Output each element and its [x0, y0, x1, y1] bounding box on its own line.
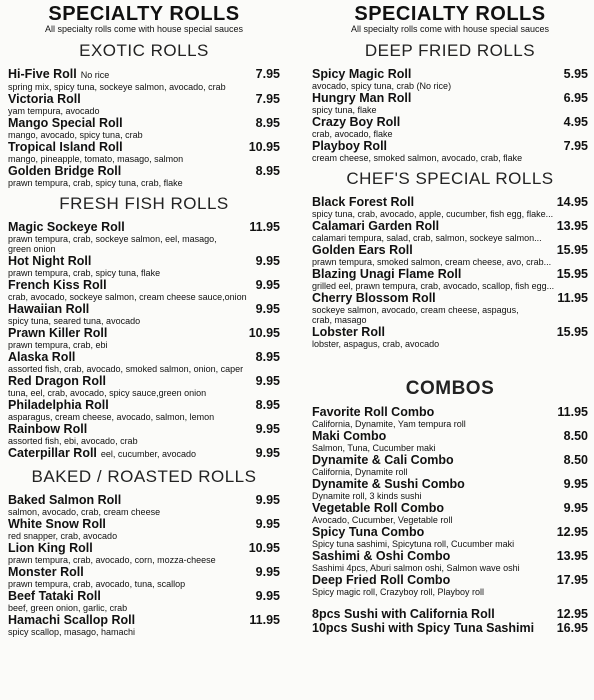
menu-item-name: Deep Fried Roll Combo	[312, 573, 451, 587]
menu-item-description: cream cheese, smoked salmon, avocado, crab, flake	[312, 153, 523, 163]
menu-item-row	[312, 607, 588, 621]
menu-item-name: 8pcs Sushi with California Roll	[312, 607, 495, 621]
menu-item-name: Crazy Boy Roll	[312, 115, 401, 129]
menu-item-price: 7.95	[255, 92, 280, 106]
menu-item-price: 11.95	[557, 405, 588, 419]
menu-item-price: 9.95	[255, 422, 280, 436]
page-title: SPECIALTY ROLLS	[48, 3, 240, 25]
menu-item-description: grilled eel, prawn tempura, crab, avocado, scallop, fish egg...	[312, 281, 555, 291]
menu-item-description: crab, masago	[312, 315, 367, 325]
menu-item-name-wrap	[8, 116, 123, 130]
menu-item-name-wrap	[8, 589, 101, 603]
menu-item-name-wrap	[8, 350, 75, 364]
menu-item-description: crab, avocado, flake	[312, 129, 393, 139]
menu-item-price: 9.95	[255, 493, 280, 507]
menu-item-row	[312, 621, 588, 635]
menu-item-row	[8, 326, 280, 340]
menu-item-description: spicy tuna, crab, avocado, apple, cucumber, fish egg, flake...	[312, 209, 554, 219]
menu-item-row	[8, 350, 280, 364]
menu-item-description: assorted fish, crab, avocado, smoked salmon, onion, caper	[8, 364, 244, 374]
menu-item-row	[8, 374, 280, 388]
menu-item	[312, 267, 588, 291]
menu-item-row	[312, 405, 588, 419]
menu-item-row	[312, 573, 588, 587]
page-subtitle: All specialty rolls come with house special sauces	[350, 24, 550, 34]
menu-item-row	[8, 278, 280, 292]
menu-item-row	[312, 429, 588, 443]
section-heading: EXOTIC ROLLS	[79, 41, 209, 60]
menu-item-name: Hot Night Roll	[8, 254, 92, 268]
menu-item-description: Dynamite roll, 3 kinds sushi	[312, 491, 422, 501]
menu-item-name: Mango Special Roll	[8, 116, 123, 130]
menu-item-row	[312, 477, 588, 491]
menu-item	[8, 278, 280, 302]
menu-item	[312, 607, 588, 621]
menu-item-description: beef, green onion, garlic, crab	[8, 603, 128, 613]
menu-item-name: Tropical Island Roll	[8, 140, 123, 154]
left-sections	[8, 41, 280, 637]
menu-item-row	[312, 139, 588, 153]
menu-item-name: Favorite Roll Combo	[312, 405, 435, 419]
menu-item-name-wrap	[8, 446, 196, 461]
menu-item	[8, 422, 280, 446]
menu-item-price: 9.95	[255, 302, 280, 316]
menu-item	[8, 493, 280, 517]
menu-item-description: crab, avocado, sockeye salmon, cream cheese sauce,onion	[8, 292, 247, 302]
menu-item-row	[312, 291, 588, 305]
menu-item	[312, 67, 588, 91]
menu-item-description: asparagus, cream cheese, avocado, salmon, lemon	[8, 412, 215, 422]
menu-item-name: Rainbow Roll	[8, 422, 88, 436]
menu-item-description: Salmon, Tuna, Cucumber maki	[312, 443, 436, 453]
menu-item-description: green onion	[8, 244, 56, 254]
right-column	[312, 0, 588, 635]
menu-item-row	[312, 267, 588, 281]
menu-item-description: prawn tempura, crab, ebi	[8, 340, 108, 350]
menu-item	[312, 453, 588, 477]
menu-item-name: Black Forest Roll	[312, 195, 415, 209]
menu-item	[312, 525, 588, 549]
menu-item-description: prawn tempura, smoked salmon, cream cheese, avo, crab...	[312, 257, 552, 267]
menu-item-name: Vegetable Roll Combo	[312, 501, 444, 515]
menu-item-price: 9.95	[255, 589, 280, 603]
menu-item	[312, 405, 588, 429]
menu-item-name-wrap	[8, 140, 123, 154]
menu-item-name: Golden Bridge Roll	[8, 164, 122, 178]
menu-item-name: Philadelphia Roll	[8, 398, 109, 412]
menu-item-name: Golden Ears Roll	[312, 243, 413, 257]
menu-item-name: Hungry Man Roll	[312, 91, 412, 105]
menu-item-description: prawn tempura, crab, avocado, corn, mozza-cheese	[8, 555, 216, 565]
menu-item-description: prawn tempura, crab, spicy tuna, crab, flake	[8, 178, 183, 188]
menu-item-row	[8, 302, 280, 316]
menu-item-price: 9.95	[563, 501, 588, 515]
menu-item	[8, 254, 280, 278]
menu-item-price: 12.95	[556, 607, 588, 621]
menu-item-name-wrap	[8, 92, 81, 106]
menu-item-price: 15.95	[556, 325, 588, 339]
menu-item-name: Baked Salmon Roll	[8, 493, 122, 507]
menu-item-name-wrap	[312, 549, 450, 563]
menu-item-name: Cherry Blossom Roll	[312, 291, 436, 305]
menu-item-name: Spicy Tuna Combo	[312, 525, 425, 539]
menu-item-description: California, Dynamite roll	[312, 467, 408, 477]
menu-item-description: salmon, avocado, crab, cream cheese	[8, 507, 161, 517]
page-subtitle: All specialty rolls come with house special sauces	[44, 24, 244, 34]
menu-item-name: Lion King Roll	[8, 541, 93, 555]
menu-item-note: No rice	[80, 70, 110, 80]
section-heading: BAKED / ROASTED ROLLS	[31, 467, 257, 486]
menu-item-name: Victoria Roll	[8, 92, 81, 106]
menu-item-row	[8, 541, 280, 555]
menu-item-description: spring mix, spicy tuna, sockeye salmon, avocado, crab	[8, 82, 226, 92]
menu-item	[8, 446, 280, 461]
menu-item-name: French Kiss Roll	[8, 278, 107, 292]
menu-item-name: Hamachi Scallop Roll	[8, 613, 136, 627]
menu-item-name-wrap	[8, 278, 107, 292]
menu-item-description: prawn tempura, crab, spicy tuna, flake	[8, 268, 161, 278]
menu-item	[8, 140, 280, 164]
menu-item-description: prawn tempura, crab, avocado, tuna, scallop	[8, 579, 186, 589]
menu-item-name-wrap	[312, 501, 444, 515]
menu-item-name-wrap	[312, 429, 386, 443]
menu-item-price: 10.95	[248, 541, 280, 555]
menu-item-name-wrap	[312, 453, 454, 467]
menu-item-price: 8.50	[563, 429, 588, 443]
menu-item-name: Prawn Killer Roll	[8, 326, 108, 340]
menu-item	[8, 398, 280, 422]
menu-item-row	[8, 493, 280, 507]
menu-item-name-wrap	[312, 607, 495, 621]
menu-item-row	[8, 422, 280, 436]
menu-item	[8, 589, 280, 613]
menu-item	[8, 326, 280, 350]
menu-item-price: 10.95	[248, 326, 280, 340]
menu-item-row	[8, 220, 280, 234]
menu-item-price: 4.95	[563, 115, 588, 129]
menu-item	[8, 541, 280, 565]
menu-item-name: Blazing Unagi Flame Roll	[312, 267, 462, 281]
menu-item-row	[312, 525, 588, 539]
menu-item-name-wrap	[312, 67, 411, 81]
menu-item-price: 17.95	[556, 573, 588, 587]
menu-item	[312, 243, 588, 267]
menu-item-description: assorted fish, ebi, avocado, crab	[8, 436, 138, 446]
menu-item-name-wrap	[8, 493, 121, 507]
menu-item-price: 13.95	[556, 219, 588, 233]
menu-item-row	[8, 67, 280, 82]
menu-item-name-wrap	[312, 477, 465, 491]
menu-item-price: 12.95	[556, 525, 588, 539]
menu-item-price: 8.95	[255, 398, 280, 412]
section-heading: FRESH FISH ROLLS	[59, 194, 229, 213]
menu-item	[312, 291, 588, 325]
menu-item-row	[8, 446, 280, 461]
menu-item-row	[312, 549, 588, 563]
menu-item	[312, 573, 588, 597]
menu-item-name: White Snow Roll	[8, 517, 106, 531]
menu-item-price: 11.95	[249, 220, 280, 234]
menu-item-row	[312, 453, 588, 467]
menu-item-description: sockeye salmon, avocado, cream cheese, aspagus,	[312, 305, 519, 315]
menu-item-description: spicy tuna, seared tuna, avocado	[8, 316, 141, 326]
menu-item-name: Monster Roll	[8, 565, 84, 579]
menu-item-price: 14.95	[556, 195, 588, 209]
menu-item-description: Spicy magic roll, Crazyboy roll, Playboy roll	[312, 587, 485, 597]
menu-item	[8, 67, 280, 92]
menu-item-name-wrap	[8, 565, 84, 579]
menu-item-row	[8, 254, 280, 268]
menu-item-row	[8, 92, 280, 106]
menu-item-name-wrap	[8, 326, 107, 340]
menu-item	[8, 613, 280, 637]
menu-item-row	[8, 517, 280, 531]
menu-item-row	[312, 325, 588, 339]
menu-item-name-wrap	[8, 517, 106, 531]
menu-item-row	[312, 91, 588, 105]
menu-item-description: mango, avocado, spicy tuna, crab	[8, 130, 143, 140]
menu-item-price: 15.95	[556, 267, 588, 281]
menu-item-price: 9.95	[255, 278, 280, 292]
menu-item-price: 9.95	[255, 254, 280, 268]
menu-item	[8, 116, 280, 140]
menu-item-price: 10.95	[248, 140, 280, 154]
menu-item-row	[312, 115, 588, 129]
section-heading: DEEP FRIED ROLLS	[364, 41, 536, 60]
menu-item-row	[312, 243, 588, 257]
left-column	[8, 0, 280, 637]
menu-item	[8, 565, 280, 589]
menu-item-name: Lobster Roll	[312, 325, 385, 339]
menu-item-name-wrap	[312, 325, 385, 339]
menu-item-name-wrap	[8, 302, 89, 316]
menu-item-price: 11.95	[557, 291, 588, 305]
menu-item-row	[312, 219, 588, 233]
menu-item-description: Avocado, Cucumber, Vegetable roll	[312, 515, 453, 525]
menu-item	[312, 325, 588, 349]
menu-item-price: 9.95	[563, 477, 588, 491]
menu-item-description: red snapper, crab, avocado	[8, 531, 118, 541]
menu-item-description: avocado, spicy tuna, crab (No rice)	[312, 81, 452, 91]
menu-item-row	[312, 67, 588, 81]
menu-item-price: 8.95	[255, 164, 280, 178]
menu-item-name-wrap	[8, 541, 93, 555]
menu-item-name-wrap	[312, 91, 411, 105]
menu-item	[312, 91, 588, 115]
menu-item	[312, 429, 588, 453]
menu-item-name: Hi-Five Roll	[8, 67, 77, 81]
menu-item-price: 13.95	[556, 549, 588, 563]
menu-item-name-wrap	[312, 405, 434, 419]
menu-item-description: calamari tempura, salad, crab, salmon, sockeye salmon...	[312, 233, 542, 243]
menu-item-price: 8.95	[255, 116, 280, 130]
menu-item-name: Sashimi & Oshi Combo	[312, 549, 451, 563]
menu-item-name-wrap	[8, 67, 109, 82]
menu-item-name-wrap	[312, 573, 450, 587]
menu-item-row	[8, 589, 280, 603]
menu-item	[312, 477, 588, 501]
menu-item-row	[8, 613, 280, 627]
menu-item	[312, 501, 588, 525]
menu-item-name-wrap	[8, 254, 91, 268]
menu-item-name: Magic Sockeye Roll	[8, 220, 125, 234]
menu-item	[8, 220, 280, 254]
menu-item-name: Alaska Roll	[8, 350, 76, 364]
menu-item-price: 15.95	[556, 243, 588, 257]
menu-item-name-wrap	[312, 139, 387, 153]
menu-item-name: Beef Tataki Roll	[8, 589, 101, 603]
menu-item-row	[8, 116, 280, 130]
menu-item-name-wrap	[312, 243, 413, 257]
menu-item	[312, 115, 588, 139]
menu-item-price: 6.95	[563, 91, 588, 105]
menu-item-name: Dynamite & Sushi Combo	[312, 477, 465, 491]
menu-item-name: Red Dragon Roll	[8, 374, 106, 388]
menu-item-description: tuna, eel, crab, avocado, spicy sauce,green onion	[8, 388, 207, 398]
menu-item-name-wrap	[8, 613, 135, 627]
menu-item-note: eel, cucumber, avocado	[100, 449, 196, 459]
menu-item	[8, 350, 280, 374]
menu-item-name-wrap	[8, 398, 109, 412]
page-title: SPECIALTY ROLLS	[354, 3, 546, 25]
menu-item-row	[8, 398, 280, 412]
menu-item-name: Caterpillar Roll	[8, 446, 97, 460]
menu-item-name-wrap	[8, 374, 106, 388]
menu-item-price: 5.95	[563, 67, 588, 81]
section-heading: CHEF'S SPECIAL ROLLS	[346, 169, 554, 188]
menu-item	[8, 164, 280, 188]
menu-item	[312, 139, 588, 163]
menu-item-name-wrap	[312, 267, 461, 281]
menu-item-name-wrap	[312, 219, 439, 233]
menu-item-price: 16.95	[556, 621, 588, 635]
menu-item-description: California, Dynamite, Yam tempura roll	[312, 419, 466, 429]
menu-item-name-wrap	[8, 422, 87, 436]
menu-item-description: Spicy tuna sashimi, Spicytuna roll, Cucumber maki	[312, 539, 515, 549]
menu-item-price: 8.50	[563, 453, 588, 467]
menu-item-name: 10pcs Sushi with Spicy Tuna Sashimi	[312, 621, 535, 635]
menu-item	[312, 219, 588, 243]
menu-item-name-wrap	[8, 220, 125, 234]
menu-item-price: 11.95	[249, 613, 280, 627]
menu-item-row	[8, 164, 280, 178]
menu-item-name-wrap	[312, 115, 400, 129]
menu-item	[312, 549, 588, 573]
menu-item-price: 7.95	[563, 139, 588, 153]
section-heading: COMBOS	[405, 378, 495, 399]
menu-item-name-wrap	[312, 621, 534, 635]
menu-item	[8, 517, 280, 541]
menu-item-description: lobster, aspagus, crab, avocado	[312, 339, 440, 349]
menu-item-description: spicy scallop, masago, hamachi	[8, 627, 136, 637]
menu-item-name: Dynamite & Cali Combo	[312, 453, 454, 467]
menu-item	[8, 374, 280, 398]
menu-item-price: 9.95	[255, 517, 280, 531]
menu-item-name-wrap	[312, 291, 436, 305]
menu-item	[8, 302, 280, 326]
menu-item-row	[8, 565, 280, 579]
menu-item-price: 8.95	[255, 350, 280, 364]
menu-item-row	[312, 501, 588, 515]
menu-item-name-wrap	[312, 195, 414, 209]
menu-item-price: 9.95	[255, 565, 280, 579]
menu-item-name: Hawaiian Roll	[8, 302, 90, 316]
menu-item-price: 9.95	[255, 446, 280, 460]
menu-item-name-wrap	[8, 164, 121, 178]
right-sections	[312, 41, 588, 635]
menu-item-description: yam tempura, avocado	[8, 106, 100, 116]
menu-item-row	[312, 195, 588, 209]
menu-item-price: 7.95	[255, 67, 280, 81]
menu-item	[312, 195, 588, 219]
menu-item-name: Calamari Garden Roll	[312, 219, 440, 233]
menu-item-description: spicy tuna, flake	[312, 105, 377, 115]
menu-item	[312, 621, 588, 635]
menu-item-name: Spicy Magic Roll	[312, 67, 412, 81]
menu-item-name: Maki Combo	[312, 429, 387, 443]
menu-item-name-wrap	[312, 525, 424, 539]
menu-item-price: 9.95	[255, 374, 280, 388]
menu-item-description: mango, pineapple, tomato, masago, salmon	[8, 154, 184, 164]
menu-item-description: prawn tempura, crab, sockeye salmon, eel, masago,	[8, 234, 217, 244]
menu-item-name: Playboy Roll	[312, 139, 388, 153]
menu-item-description: Sashimi 4pcs, Aburi salmon oshi, Salmon wave oshi	[312, 563, 520, 573]
menu-item-row	[8, 140, 280, 154]
menu-item	[8, 92, 280, 116]
